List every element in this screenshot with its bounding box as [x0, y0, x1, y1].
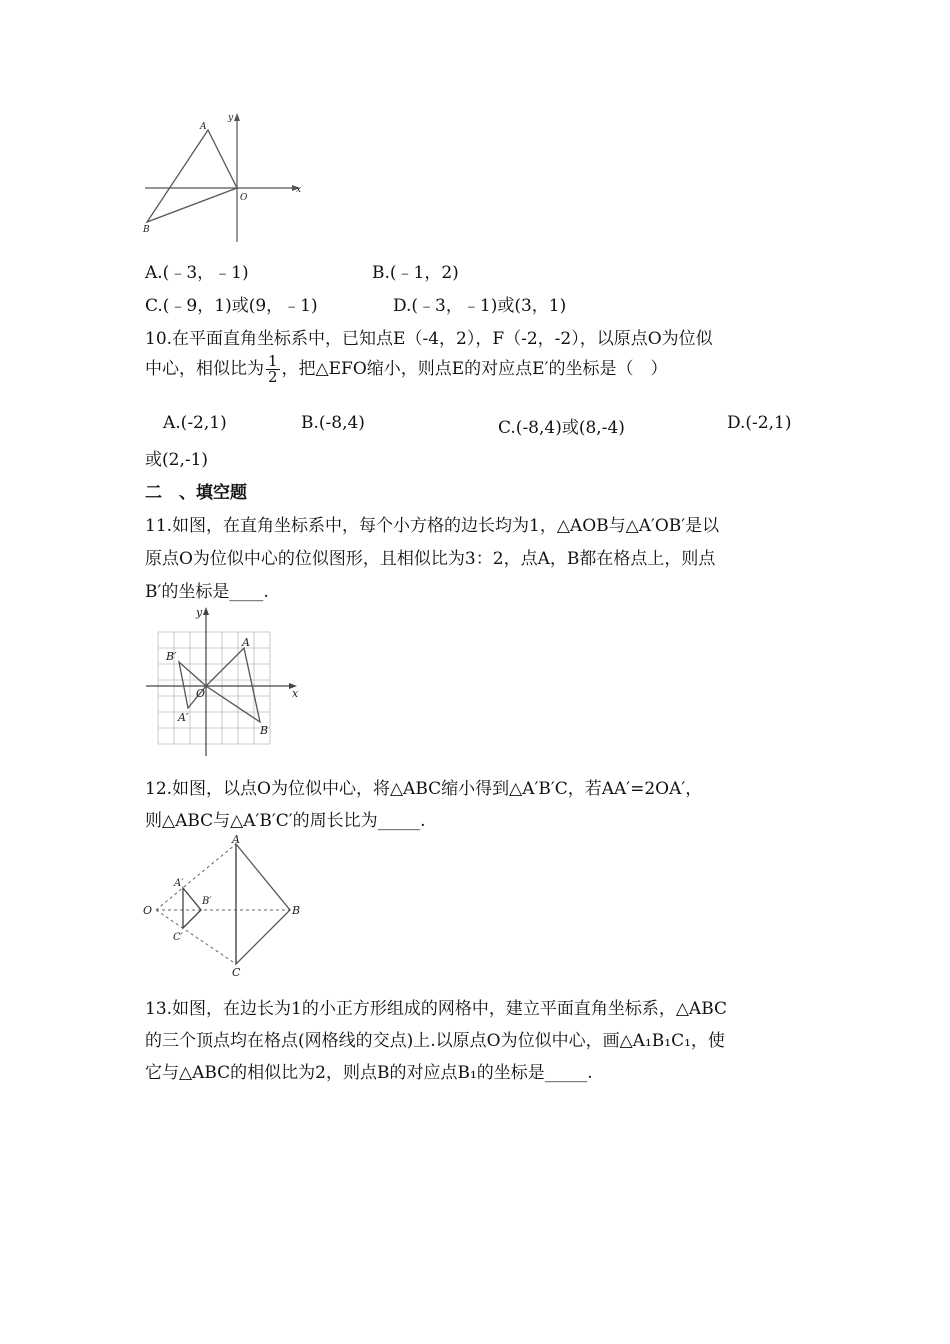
q10-option-d: D.(-2,1) [727, 413, 792, 433]
triangle-abc [236, 844, 290, 964]
q11-stem-line2: 原点O为位似中心的位似图形，且相似比为3：2，点A，B都在格点上，则点 [145, 549, 716, 569]
q10-option-b: B.(-8,4) [301, 413, 365, 433]
triangle-aob [147, 130, 237, 222]
dashed-rays [156, 844, 290, 964]
label-a1: A′ [178, 711, 189, 724]
label-c1: C′ [173, 932, 183, 943]
label-b: B [292, 904, 301, 917]
q10-stem-post: ，把△EFO缩小，则点E的对应点E′的坐标是（ ） [281, 359, 668, 379]
label-b1: B′ [166, 650, 177, 663]
q12-stem-line2: 则△ABC与△A′B′C′的周长比为_____. [145, 811, 426, 831]
q13-stem-line2: 的三个顶点均在格点(网格线的交点)上.以原点O为位似中心，画△A₁B₁C₁，使 [145, 1031, 725, 1051]
label-x: x [292, 687, 299, 700]
label-b: B [143, 225, 150, 235]
q10-option-d-continued: 或(2,-1) [145, 450, 209, 470]
y-axis-arrow [203, 607, 209, 615]
q9-figure [140, 110, 310, 245]
fraction-numerator: 1 [268, 352, 278, 370]
section-heading: 二 、填空题 [145, 483, 247, 503]
label-o: O [196, 687, 206, 700]
label-y: y [196, 606, 203, 619]
q13-stem-line1: 13.如图，在边长为1的小正方形组成的网格中，建立平面直角坐标系，△ABC [145, 999, 728, 1019]
q10-fraction [266, 354, 280, 385]
q10-stem-line2 [145, 354, 667, 385]
q10-option-c: C.(-8,4)或(8,-4) [498, 418, 625, 438]
triangle-a1b1c1 [183, 888, 201, 928]
label-a1: A′ [174, 878, 184, 889]
q11-stem-line3: B′的坐标是____. [145, 582, 269, 602]
label-o: O [143, 904, 153, 917]
label-y: y [228, 113, 234, 123]
q9-option-d: D.(﹣3，﹣1)或(3，1) [393, 296, 567, 316]
label-a: A [242, 636, 250, 649]
q9-options-row2 [145, 291, 567, 316]
triangle-a1ob1 [179, 662, 206, 708]
q11-figure [144, 604, 304, 760]
label-b1: B′ [202, 896, 212, 907]
q9-option-b: B.(﹣1，2) [372, 263, 459, 283]
q12-figure [140, 834, 310, 979]
q10-stem-pre: 中心，相似比为 [145, 359, 264, 379]
q13-stem-line3: 它与△ABC的相似比为2，则点B的对应点B₁的坐标是_____. [145, 1063, 593, 1083]
q10-stem-line1: 10.在平面直角坐标系中，已知点E（-4，2），F（-2，-2），以原点O为位似 [145, 329, 713, 349]
q10-option-a: A.(-2,1) [163, 413, 227, 433]
q9-options-row1 [145, 258, 459, 283]
q9-option-c: C.(﹣9，1)或(9，﹣1) [145, 296, 318, 316]
label-a: A [200, 122, 207, 132]
q11-stem-line1: 11.如图，在直角坐标系中，每个小方格的边长均为1，△AOB与△A′OB′是以 [145, 516, 720, 536]
label-b: B [260, 724, 269, 737]
fraction-denominator: 2 [268, 368, 278, 386]
triangle-aob [206, 648, 260, 722]
q9-option-a: A.(﹣3，﹣1) [145, 263, 249, 283]
label-a: A [232, 834, 240, 846]
label-c: C [232, 966, 241, 979]
y-axis-arrow [234, 113, 240, 121]
label-x: x [296, 185, 302, 195]
q12-stem-line1: 12.如图，以点O为位似中心，将△ABC缩小得到△A′B′C，若AA′=2OA′， [145, 779, 703, 799]
label-o: O [240, 193, 248, 203]
q10-options [163, 413, 792, 438]
